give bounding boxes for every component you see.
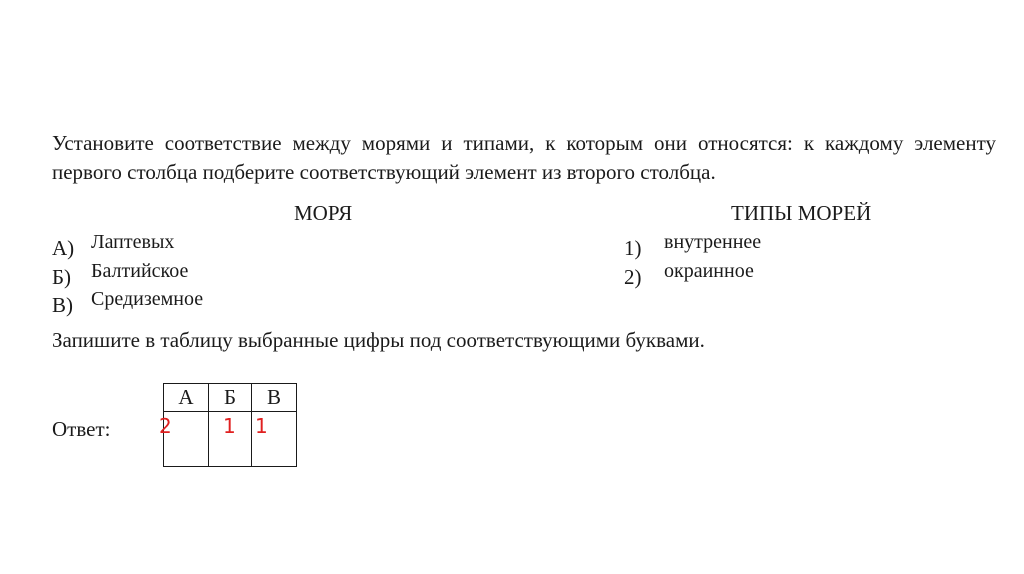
answer-header-b: Б: [209, 384, 252, 412]
option-value: Балтийское: [91, 260, 189, 282]
answer-label: Ответ:: [52, 417, 111, 441]
task-instruction: Установите соответствие между морями и типами, к которым они относятся: к каждому элементу первого столбца подберите соответствующий элемент из второго столбца.: [52, 131, 996, 184]
option-value: окраинное: [664, 260, 754, 282]
option-value: Средиземное: [91, 288, 204, 310]
handwritten-answer: 1: [255, 414, 268, 438]
answer-header-v: В: [252, 384, 297, 412]
answer-table: [159, 383, 297, 467]
answer-instruction: Запишите в таблицу выбранные цифры под соответствующими буквами.: [52, 328, 705, 352]
answer-header-a: А: [164, 384, 209, 412]
option-key: 2): [624, 265, 642, 289]
seas-column-heading: МОРЯ: [294, 201, 353, 225]
answer-cell-v[interactable]: [252, 412, 297, 467]
answer-cell-a[interactable]: [159, 412, 209, 467]
option-value: внутреннее: [664, 231, 762, 253]
option-key: А): [52, 236, 75, 260]
sea-types-column-heading: ТИПЫ МОРЕЙ: [731, 201, 872, 225]
handwritten-answer: 1: [223, 414, 236, 438]
handwritten-answer: 2: [159, 414, 172, 438]
option-key: Б): [52, 265, 72, 289]
option-value: Лаптевых: [91, 231, 175, 253]
option-key: В): [52, 293, 73, 317]
answer-cell-b[interactable]: [209, 412, 252, 467]
option-key: 1): [624, 236, 642, 260]
